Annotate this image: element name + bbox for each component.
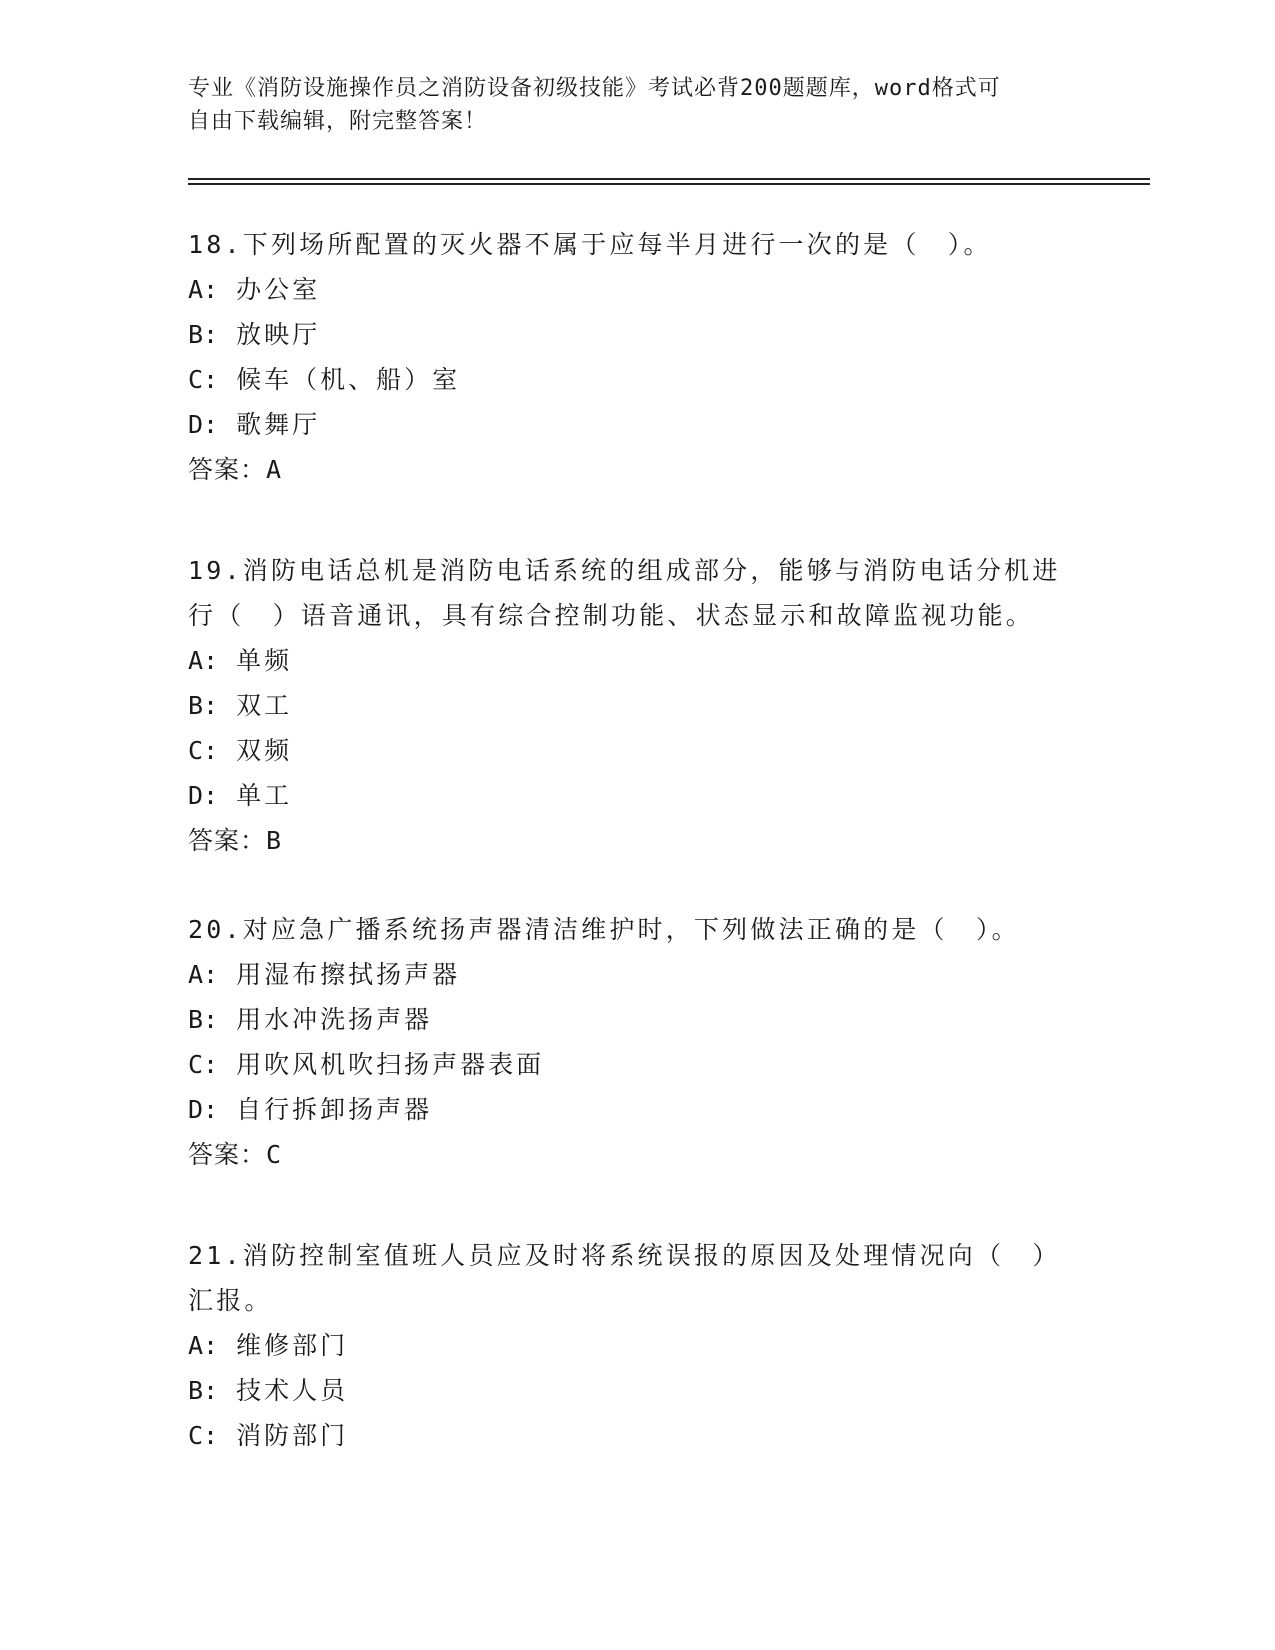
option-text: 消防部门 xyxy=(236,1421,349,1450)
option-text: 技术人员 xyxy=(236,1376,349,1405)
question-stem-line: 汇报。 xyxy=(188,1286,273,1315)
option-key: A: xyxy=(188,646,219,675)
header-divider-top xyxy=(188,178,1150,180)
option-text: 单工 xyxy=(236,781,293,810)
option-text: 用湿布擦拭扬声器 xyxy=(236,960,461,989)
option-text: 用水冲洗扬声器 xyxy=(236,1005,433,1034)
question-stem-line: 18.下列场所配置的灭火器不属于应每半月进行一次的是（ ）。 xyxy=(188,230,992,259)
header-line-1: 专业《消防设施操作员之消防设备初级技能》考试必背200题题库，word格式可 xyxy=(188,76,1001,101)
option-key: A: xyxy=(188,960,219,989)
option-key: B: xyxy=(188,320,219,349)
option-text: 用吹风机吹扫扬声器表面 xyxy=(236,1050,545,1079)
question-18 xyxy=(188,222,1088,492)
option-c xyxy=(188,728,1088,773)
question-20 xyxy=(188,907,1088,1177)
option-b xyxy=(188,1368,1088,1413)
option-b xyxy=(188,683,1088,728)
option-key: D: xyxy=(188,410,219,439)
option-a xyxy=(188,952,1088,997)
option-key: A: xyxy=(188,275,219,304)
question-stem-line: 19.消防电话总机是消防电话系统的组成部分，能够与消防电话分机进 xyxy=(188,556,1061,585)
document-header xyxy=(188,72,1068,138)
option-a xyxy=(188,267,1088,312)
header-divider-bottom xyxy=(188,183,1150,185)
option-key: B: xyxy=(188,691,219,720)
option-b xyxy=(188,997,1088,1042)
option-text: 候车（机、船）室 xyxy=(236,365,461,394)
option-text: 双工 xyxy=(236,691,293,720)
option-c xyxy=(188,1042,1088,1087)
option-key: C: xyxy=(188,1421,219,1450)
answer-line: 答案：C xyxy=(188,1140,283,1169)
option-c xyxy=(188,1413,1088,1458)
option-key: B: xyxy=(188,1376,219,1405)
option-b xyxy=(188,312,1088,357)
option-d xyxy=(188,1087,1088,1132)
option-key: D: xyxy=(188,781,219,810)
option-c xyxy=(188,357,1088,402)
option-key: C: xyxy=(188,365,219,394)
option-text: 单频 xyxy=(236,646,293,675)
question-19 xyxy=(188,548,1088,863)
question-21 xyxy=(188,1233,1088,1458)
option-d xyxy=(188,773,1088,818)
option-key: C: xyxy=(188,1050,219,1079)
header-line-2: 自由下载编辑，附完整答案！ xyxy=(188,109,488,134)
option-text: 自行拆卸扬声器 xyxy=(236,1095,433,1124)
question-stem-line: 20.对应急广播系统扬声器清洁维护时，下列做法正确的是（ ）。 xyxy=(188,915,1020,944)
question-stem xyxy=(188,1233,1088,1323)
option-text: 维修部门 xyxy=(236,1331,349,1360)
option-text: 双频 xyxy=(236,736,293,765)
answer-line: 答案：A xyxy=(188,455,283,484)
option-key: A: xyxy=(188,1331,219,1360)
option-text: 放映厅 xyxy=(236,320,321,349)
option-text: 办公室 xyxy=(236,275,321,304)
question-stem-line: 行（ ）语音通讯，具有综合控制功能、状态显示和故障监视功能。 xyxy=(188,601,1035,630)
question-stem-line: 21.消防控制室值班人员应及时将系统误报的原因及处理情况向（ ） xyxy=(188,1241,1061,1270)
option-key: D: xyxy=(188,1095,219,1124)
option-text: 歌舞厅 xyxy=(236,410,321,439)
question-stem xyxy=(188,548,1088,638)
question-stem xyxy=(188,907,1088,952)
option-a xyxy=(188,1323,1088,1368)
question-stem xyxy=(188,222,1088,267)
answer-line: 答案：B xyxy=(188,826,283,855)
option-a xyxy=(188,638,1088,683)
option-key: B: xyxy=(188,1005,219,1034)
option-key: C: xyxy=(188,736,219,765)
option-d xyxy=(188,402,1088,447)
